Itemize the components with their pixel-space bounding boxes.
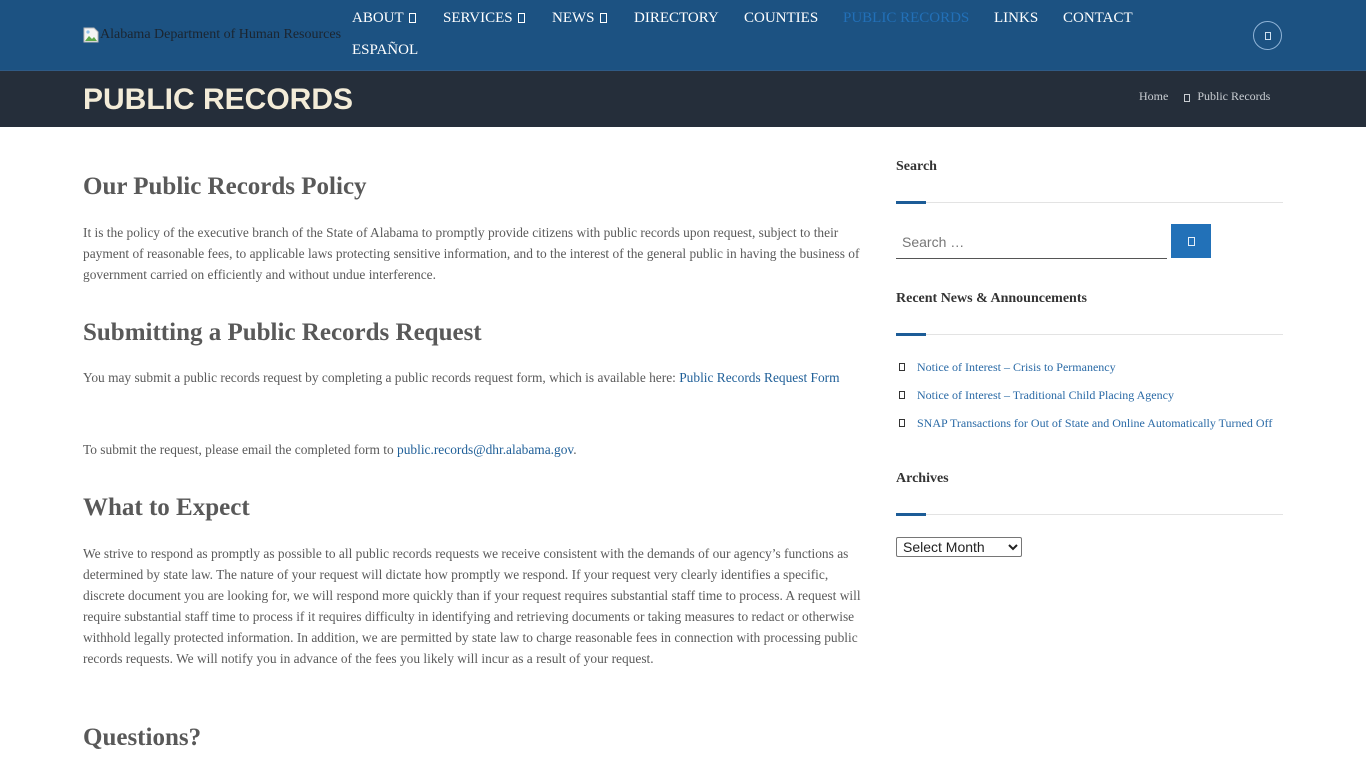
divider-accent xyxy=(896,513,926,516)
bullet-icon xyxy=(899,419,905,427)
divider-accent xyxy=(896,333,926,336)
public-records-email-link[interactable]: public.records@dhr.alabama.gov xyxy=(397,442,574,457)
archives-title: Archives xyxy=(896,471,949,486)
list-item xyxy=(896,409,1272,437)
section-heading-questions: Questions? xyxy=(83,724,202,751)
nav-contact[interactable]: CONTACT xyxy=(1063,10,1133,26)
section-heading-policy: Our Public Records Policy xyxy=(83,173,367,200)
expect-paragraph: We strive to respond as promptly as possible to all public records requests we receive consistent with the demands of our agency’s functions as determined by state law. The nature of your request will dictate how promptly we respond. If your request very clearly identifies a specific, discrete document you are looking for, we will respond more quickly than if your request requires substantial staff time to process. A request will require substantial staff time to process if it requires difficulty in identifying and retrieving documents or taking measures to redact or otherwise withhold legally protected information. In addition, we are permitted by state law to charge reasonable fees in connection with processing public records requests. We will notify you in advance of the fees you likely will incur as a result of your request. xyxy=(83,546,861,666)
submit-paragraph-email xyxy=(83,439,873,460)
site-header xyxy=(0,0,1366,70)
sidebar-search-input[interactable] xyxy=(896,226,1167,259)
public-records-request-form-link[interactable]: Public Records Request Form xyxy=(679,370,840,385)
page-title-bar xyxy=(0,70,1366,127)
sidebar-search-button[interactable] xyxy=(1171,224,1211,258)
archives-divider xyxy=(896,514,1283,515)
bullet-icon xyxy=(899,363,905,371)
search-widget-divider xyxy=(896,202,1283,203)
section-heading-expect: What to Expect xyxy=(83,494,250,521)
list-item xyxy=(896,353,1272,381)
chevron-down-icon xyxy=(518,13,525,23)
nav-public-records[interactable]: PUBLIC RECORDS xyxy=(843,10,970,26)
news-link[interactable]: Notice of Interest – Crisis to Permanency xyxy=(917,359,1116,374)
recent-news-title: Recent News & Announcements xyxy=(896,291,1087,306)
submit-paragraph-form xyxy=(83,367,873,388)
nav-links[interactable]: LINKS xyxy=(994,10,1039,26)
nav-services-label: SERVICES xyxy=(443,10,513,26)
nav-news-label: NEWS xyxy=(552,10,595,26)
section-heading-submitting: Submitting a Public Records Request xyxy=(83,319,482,346)
broken-image-icon xyxy=(83,27,99,43)
chevron-down-icon xyxy=(409,13,416,23)
recent-news-divider xyxy=(896,334,1283,335)
breadcrumb-current: Public Records xyxy=(1197,89,1271,103)
email-text: To submit the request, please email the completed form to xyxy=(83,442,398,457)
nav-espanol[interactable]: ESPAÑOL xyxy=(352,42,419,58)
recent-news-list xyxy=(896,353,1272,437)
site-logo[interactable] xyxy=(83,27,341,43)
chevron-right-icon xyxy=(1184,94,1190,102)
news-link[interactable]: Notice of Interest – Traditional Child Placing Agency xyxy=(917,387,1174,402)
nav-directory[interactable]: DIRECTORY xyxy=(634,10,719,26)
nav-news[interactable] xyxy=(552,10,607,27)
page-title: PUBLIC RECORDS xyxy=(83,83,354,116)
divider-accent xyxy=(896,201,926,204)
archives-month-select[interactable] xyxy=(896,537,1022,557)
nav-about[interactable] xyxy=(352,10,416,27)
nav-about-label: ABOUT xyxy=(352,10,404,26)
search-icon xyxy=(1188,237,1195,246)
submit-text: You may submit a public records request by completing a public records request form, which is available here: xyxy=(83,370,680,385)
nav-services[interactable] xyxy=(443,10,525,27)
chevron-down-icon xyxy=(600,13,607,23)
bullet-icon xyxy=(899,391,905,399)
header-search-button[interactable] xyxy=(1253,21,1282,50)
email-text-end: . xyxy=(573,442,577,457)
list-item xyxy=(896,381,1272,409)
logo-alt-text: Alabama Department of Human Resources xyxy=(100,27,342,42)
breadcrumb xyxy=(1139,89,1270,104)
nav-counties[interactable]: COUNTIES xyxy=(744,10,819,26)
breadcrumb-home[interactable]: Home xyxy=(1139,89,1169,103)
search-widget-title: Search xyxy=(896,159,937,174)
news-link[interactable]: SNAP Transactions for Out of State and Online Automatically Turned Off xyxy=(917,415,1273,430)
search-icon xyxy=(1265,32,1271,40)
policy-paragraph: It is the policy of the executive branch of the State of Alabama to promptly provide citizens with public records upon request, subject to their payment of reasonable fees, to applicable laws protecting sensitive information, and to the interest of the general public in having the business of government carried on efficiently and without undue interference. xyxy=(83,225,860,282)
